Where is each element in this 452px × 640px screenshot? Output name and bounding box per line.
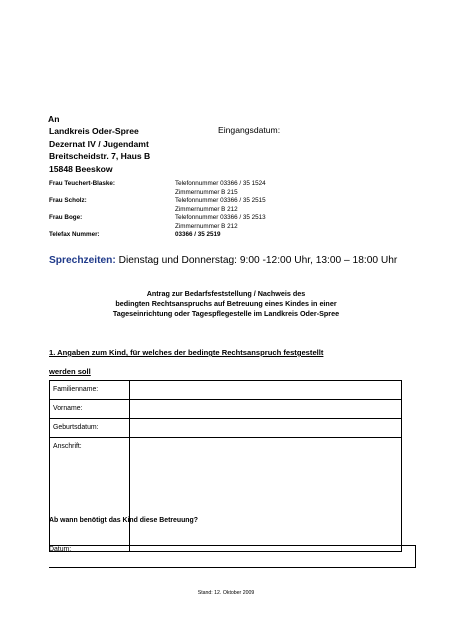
table-row — [50, 381, 402, 400]
contact-value: 03366 / 35 2519 — [175, 231, 221, 238]
contact-value: Zimmernummer B 215 — [175, 188, 238, 196]
office-hours-label: Sprechzeiten: — [49, 255, 116, 266]
table-row — [50, 400, 402, 419]
care-start-question: Ab wann benötigt das Kind diese Betreuung? — [49, 517, 198, 524]
contact-row — [49, 180, 266, 189]
contact-row — [49, 197, 266, 206]
contact-value: Telefonnummer 03366 / 35 1524 — [175, 180, 266, 187]
address-line-authority: Landkreis Oder-Spree — [49, 126, 139, 137]
anschrift-label: Anschrift: — [50, 438, 130, 552]
contact-name: Frau Scholz: — [49, 197, 87, 204]
contact-value: Telefonnummer 03366 / 35 2515 — [175, 197, 266, 204]
child-info-table — [49, 380, 402, 552]
application-title-line: Tageseinrichtung oder Tagespflegestelle im Landkreis Oder-Spree — [112, 309, 340, 319]
contact-row — [49, 189, 266, 198]
address-line-street: Breitscheidstr. 7, Haus B — [49, 151, 151, 162]
table-row — [50, 438, 402, 552]
vorname-label: Vorname: — [50, 400, 130, 419]
application-title-line: Antrag zur Bedarfsfeststellung / Nachweis des — [146, 289, 306, 298]
contact-row — [49, 206, 266, 215]
eingangsdatum-label: Eingangsdatum: — [218, 125, 281, 135]
contact-value: Telefonnummer 03366 / 35 2513 — [175, 214, 266, 221]
contact-name — [49, 206, 175, 215]
section-1-heading-line: werden soll — [49, 367, 91, 376]
contact-value: Zimmernummer B 212 — [175, 222, 238, 230]
contact-name: Frau Boge: — [49, 214, 83, 221]
familienname-field[interactable] — [130, 381, 402, 400]
familienname-label: Familienname: — [50, 381, 130, 400]
datum-label: Datum: — [49, 546, 72, 553]
contact-name: Telefax Nummer: — [49, 231, 100, 238]
vorname-field[interactable] — [130, 400, 402, 419]
table-row — [50, 419, 402, 438]
recipient-address — [49, 113, 150, 175]
address-line-department: Dezernat IV / Jugendamt — [49, 138, 149, 149]
contact-name: Frau Teuchert-Blaske: — [49, 180, 116, 187]
datum-field[interactable] — [49, 545, 416, 568]
contact-list — [49, 180, 266, 240]
contact-row — [49, 231, 266, 240]
anschrift-field[interactable] — [130, 438, 402, 552]
contact-name — [49, 189, 175, 198]
contact-value: Zimmernummer B 212 — [175, 205, 238, 213]
application-title — [40, 289, 412, 320]
geburtsdatum-field[interactable] — [130, 419, 402, 438]
geburtsdatum-label: Geburtsdatum: — [50, 419, 130, 438]
office-hours — [49, 255, 397, 266]
contact-row — [49, 223, 266, 232]
office-hours-text: Dienstag und Donnerstag: 9:00 -12:00 Uhr, 13:00 – 18:00 Uhr — [115, 255, 398, 266]
section-1-heading — [49, 343, 323, 381]
contact-row — [49, 214, 266, 223]
section-1-heading-line: 1. Angaben zum Kind, für welches der bedingte Rechtsanspruch festgestellt — [49, 348, 324, 357]
address-line-city: 15848 Beeskow — [49, 163, 113, 174]
footer-date: Stand: 12. Oktober 2009 — [197, 590, 255, 596]
application-title-line: bedingten Rechtsanspruchs auf Betreuung eines Kindes in einer — [115, 299, 337, 309]
address-line-an: An — [48, 114, 60, 124]
contact-name — [49, 223, 175, 232]
